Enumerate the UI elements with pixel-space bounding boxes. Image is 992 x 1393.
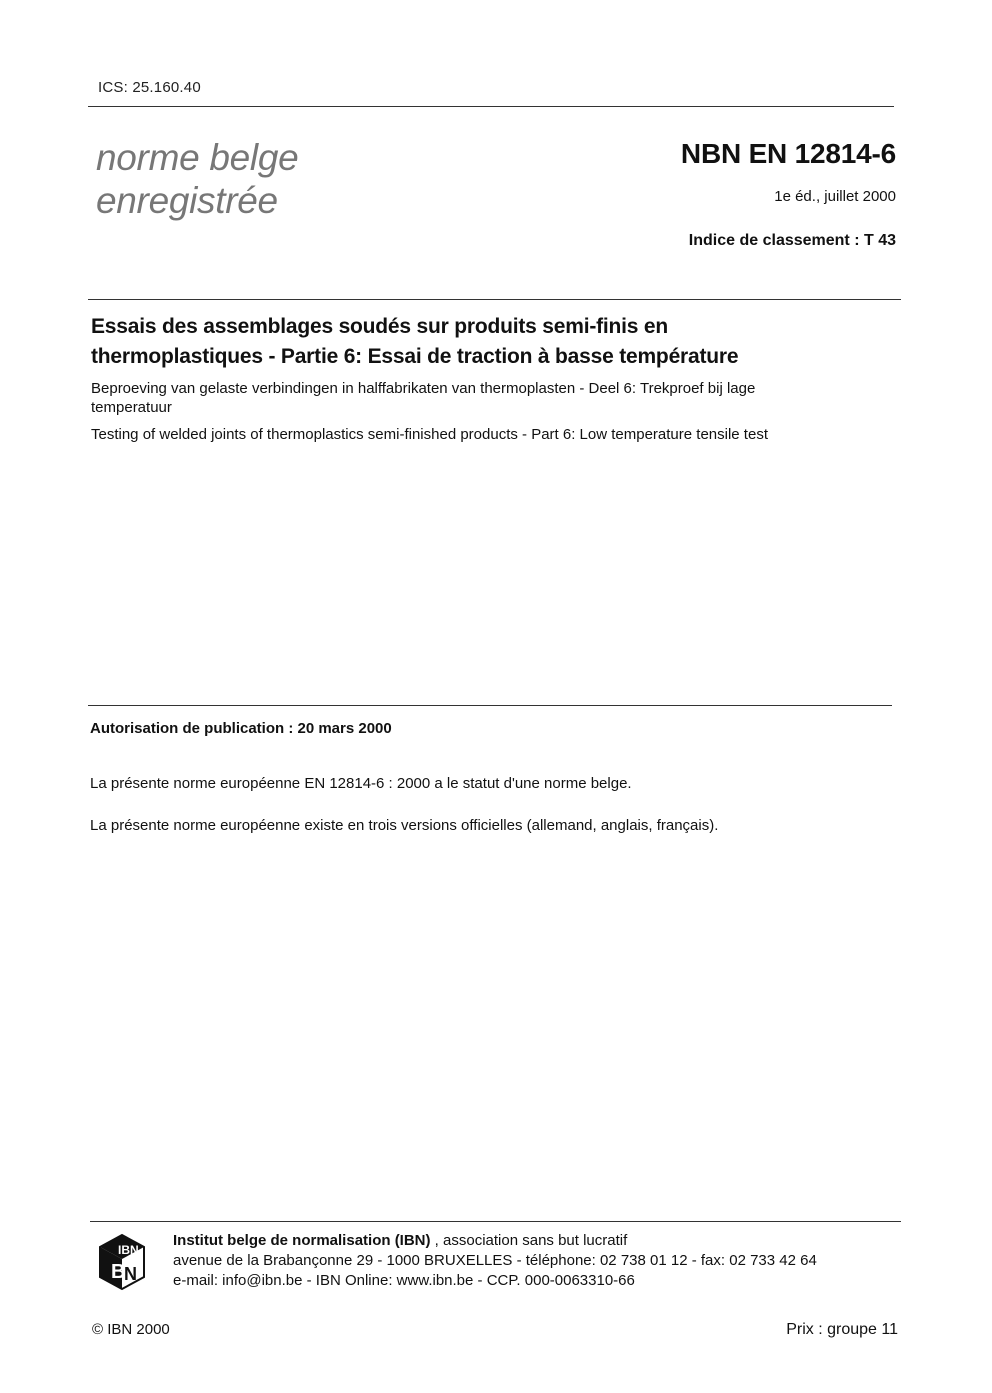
institute-suffix: , association sans but lucratif bbox=[430, 1232, 628, 1249]
body-divider bbox=[88, 705, 892, 706]
institute-name: Institut belge de normalisation (IBN) bbox=[173, 1232, 431, 1249]
institute-address: avenue de la Brabançonne 29 - 1000 BRUXELLES - téléphone: 02 738 01 12 - fax: 02 733 42 64 bbox=[173, 1252, 817, 1269]
ibn-logo-icon bbox=[96, 1233, 148, 1291]
header-divider bbox=[88, 106, 894, 107]
title-french bbox=[91, 312, 901, 372]
title-dutch-line-2: temperatuur bbox=[91, 399, 172, 416]
footer-divider bbox=[90, 1221, 901, 1222]
title-dutch bbox=[91, 379, 891, 417]
standard-number: NBN EN 12814-6 bbox=[680, 138, 896, 169]
institute-line bbox=[173, 1231, 817, 1251]
title-english: Testing of welded joints of thermoplastics semi-finished products - Part 6: Low temperature tensile test bbox=[91, 426, 768, 443]
status-statement: La présente norme européenne EN 12814-6 : 2000 a le statut d'une norme belge. bbox=[90, 775, 632, 792]
brand-line-1: norme belge bbox=[96, 137, 299, 178]
svg-text:N: N bbox=[124, 1264, 137, 1284]
svg-text:B: B bbox=[111, 1261, 126, 1283]
logo-lettering: IBN bbox=[118, 1243, 139, 1257]
publication-authorisation: Autorisation de publication : 20 mars 2000 bbox=[90, 720, 392, 737]
brand-title bbox=[96, 136, 298, 222]
title-dutch-line-1: Beproeving van gelaste verbindingen in halffabrikaten van thermoplasten - Deel 6: Trekproef bij lage bbox=[91, 380, 756, 397]
title-divider bbox=[88, 299, 901, 300]
institute-info bbox=[173, 1231, 817, 1291]
brand-line-2: enregistrée bbox=[96, 180, 278, 221]
ics-code: ICS: 25.160.40 bbox=[98, 79, 201, 96]
title-french-line-2: thermoplastiques - Partie 6: Essai de traction à basse température bbox=[91, 345, 739, 368]
title-french-line-1: Essais des assemblages soudés sur produits semi-finis en bbox=[91, 315, 669, 338]
classification-index: Indice de classement : T 43 bbox=[688, 232, 896, 249]
copyright: © IBN 2000 bbox=[92, 1321, 170, 1338]
versions-statement: La présente norme européenne existe en trois versions officielles (allemand, anglais, français). bbox=[90, 817, 719, 834]
edition-date: 1e éd., juillet 2000 bbox=[774, 188, 896, 205]
price-group: Prix : groupe 11 bbox=[786, 1321, 898, 1338]
institute-contact: e-mail: info@ibn.be - IBN Online: www.ibn.be - CCP. 000-0063310-66 bbox=[173, 1272, 635, 1289]
